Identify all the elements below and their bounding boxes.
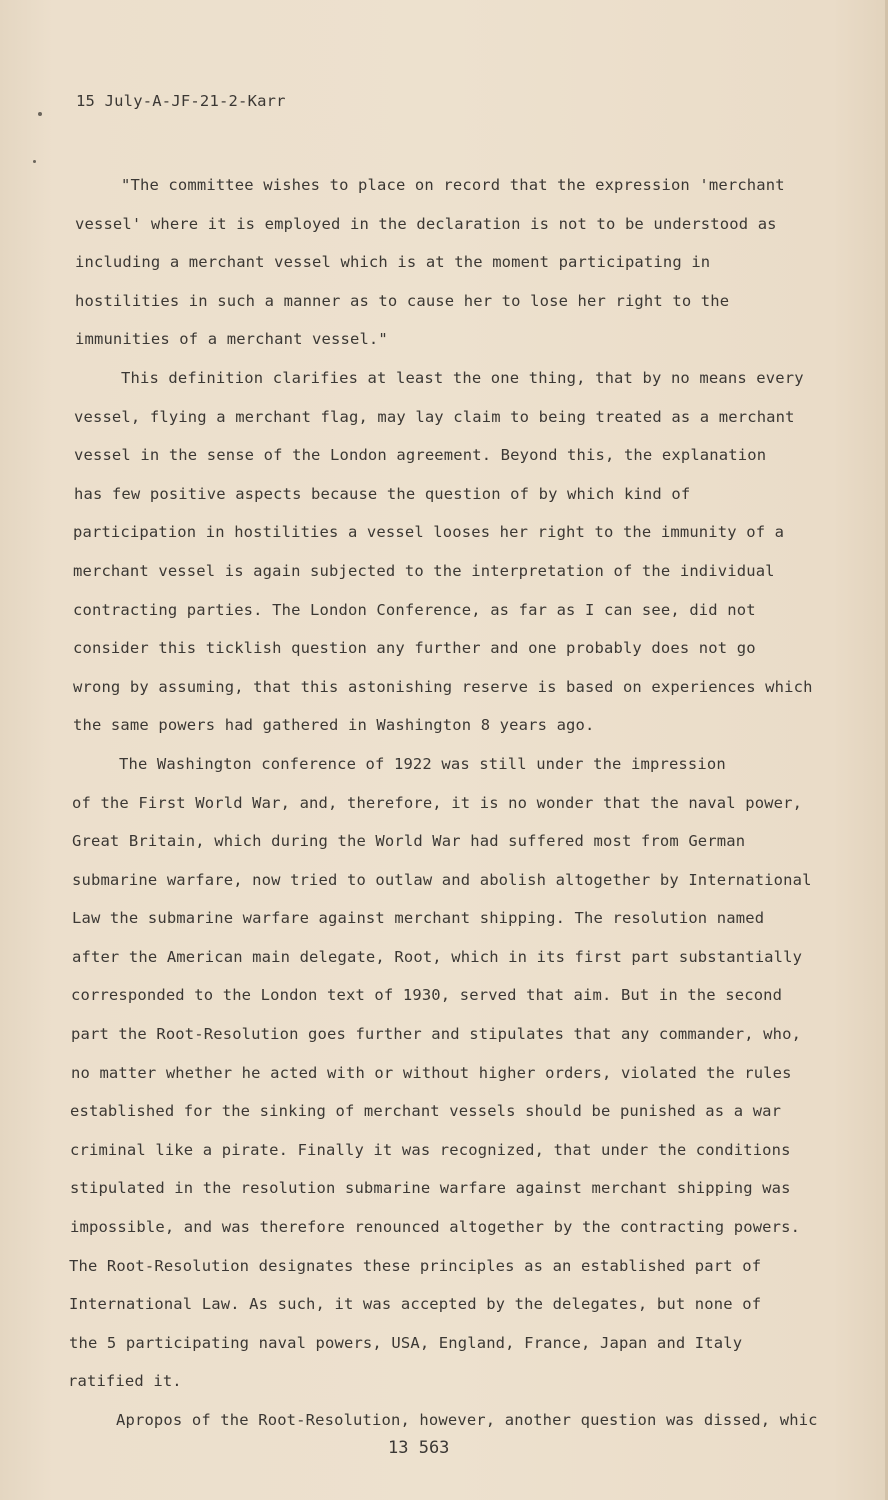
text-line: vessel' where it is employed in the declaration is not to be understood as [75, 214, 777, 233]
text-line: established for the sinking of merchant vessels should be punished as a war [70, 1102, 782, 1121]
page-number: 13 563 [388, 1438, 450, 1458]
document-reference-header: 15 July-A-JF-21-2-Karr [76, 92, 286, 110]
text-line: the same powers had gathered in Washington 8 years ago. [73, 716, 595, 735]
text-line: vessel, flying a merchant flag, may lay claim to being treated as a merchant [74, 407, 795, 426]
margin-mark-dot [33, 160, 36, 163]
text-line: merchant vessel is again subjected to the interpretation of the individual [73, 561, 775, 580]
text-line: immunities of a merchant vessel." [75, 330, 388, 349]
text-line: no matter whether he acted with or without higher orders, violated the rules [71, 1063, 792, 1082]
text-line: impossible, and was therefore renounced altogether by the contracting powers. [70, 1218, 801, 1237]
text-line: Apropos of the Root-Resolution, however, another question was dissed, whic [116, 1411, 818, 1429]
text-line: vessel in the sense of the London agreement. Beyond this, the explanation [74, 446, 767, 465]
text-line: stipulated in the resolution submarine warfare against merchant shipping was [70, 1179, 791, 1198]
text-line: submarine warfare, now tried to outlaw and abolish altogether by International [72, 870, 812, 889]
text-line: criminal like a pirate. Finally it was recognized, that under the conditions [70, 1140, 791, 1159]
text-line: hostilities in such a manner as to cause her to lose her right to the [75, 291, 730, 310]
text-line: participation in hostilities a vessel looses her right to the immunity of a [73, 523, 785, 542]
text-line: The Root-Resolution designates these principles as an established part of [69, 1256, 762, 1275]
text-line: the 5 participating naval powers, USA, England, France, Japan and Italy [69, 1333, 743, 1352]
text-line: contracting parties. The London Conference, as far as I can see, did not [73, 600, 756, 619]
text-line: has few positive aspects because the question of by which kind of [74, 484, 691, 503]
margin-mark-dot [38, 112, 42, 116]
text-line: wrong by assuming, that this astonishing reserve is based on experiences which [73, 677, 813, 696]
text-line: International Law. As such, it was accepted by the delegates, but none of [69, 1295, 762, 1314]
text-line: part the Root-Resolution goes further and stipulates that any commander, who, [71, 1025, 802, 1044]
text-line: including a merchant vessel which is at the moment participating in [75, 253, 711, 272]
text-line: after the American main delegate, Root, which in its first part substantially [72, 947, 803, 966]
text-line: consider this ticklish question any further and one probably does not go [73, 639, 756, 658]
text-line: Great Britain, which during the World War had suffered most from German [72, 832, 746, 851]
document-body [0, 166, 888, 1440]
text-line: The Washington conference of 1922 was still under the impression [119, 754, 726, 773]
text-line: of the First World War, and, therefore, it is no wonder that the naval power, [72, 793, 803, 812]
text-line: "The committee wishes to place on record that the expression 'merchant [121, 176, 785, 194]
text-line: This definition clarifies at least the one thing, that by no means every [121, 368, 804, 387]
text-line: corresponded to the London text of 1930, served that aim. But in the second [71, 986, 783, 1005]
text-line: Law the submarine warfare against merchant shipping. The resolution named [72, 909, 765, 928]
text-line: ratified it. [68, 1372, 182, 1391]
